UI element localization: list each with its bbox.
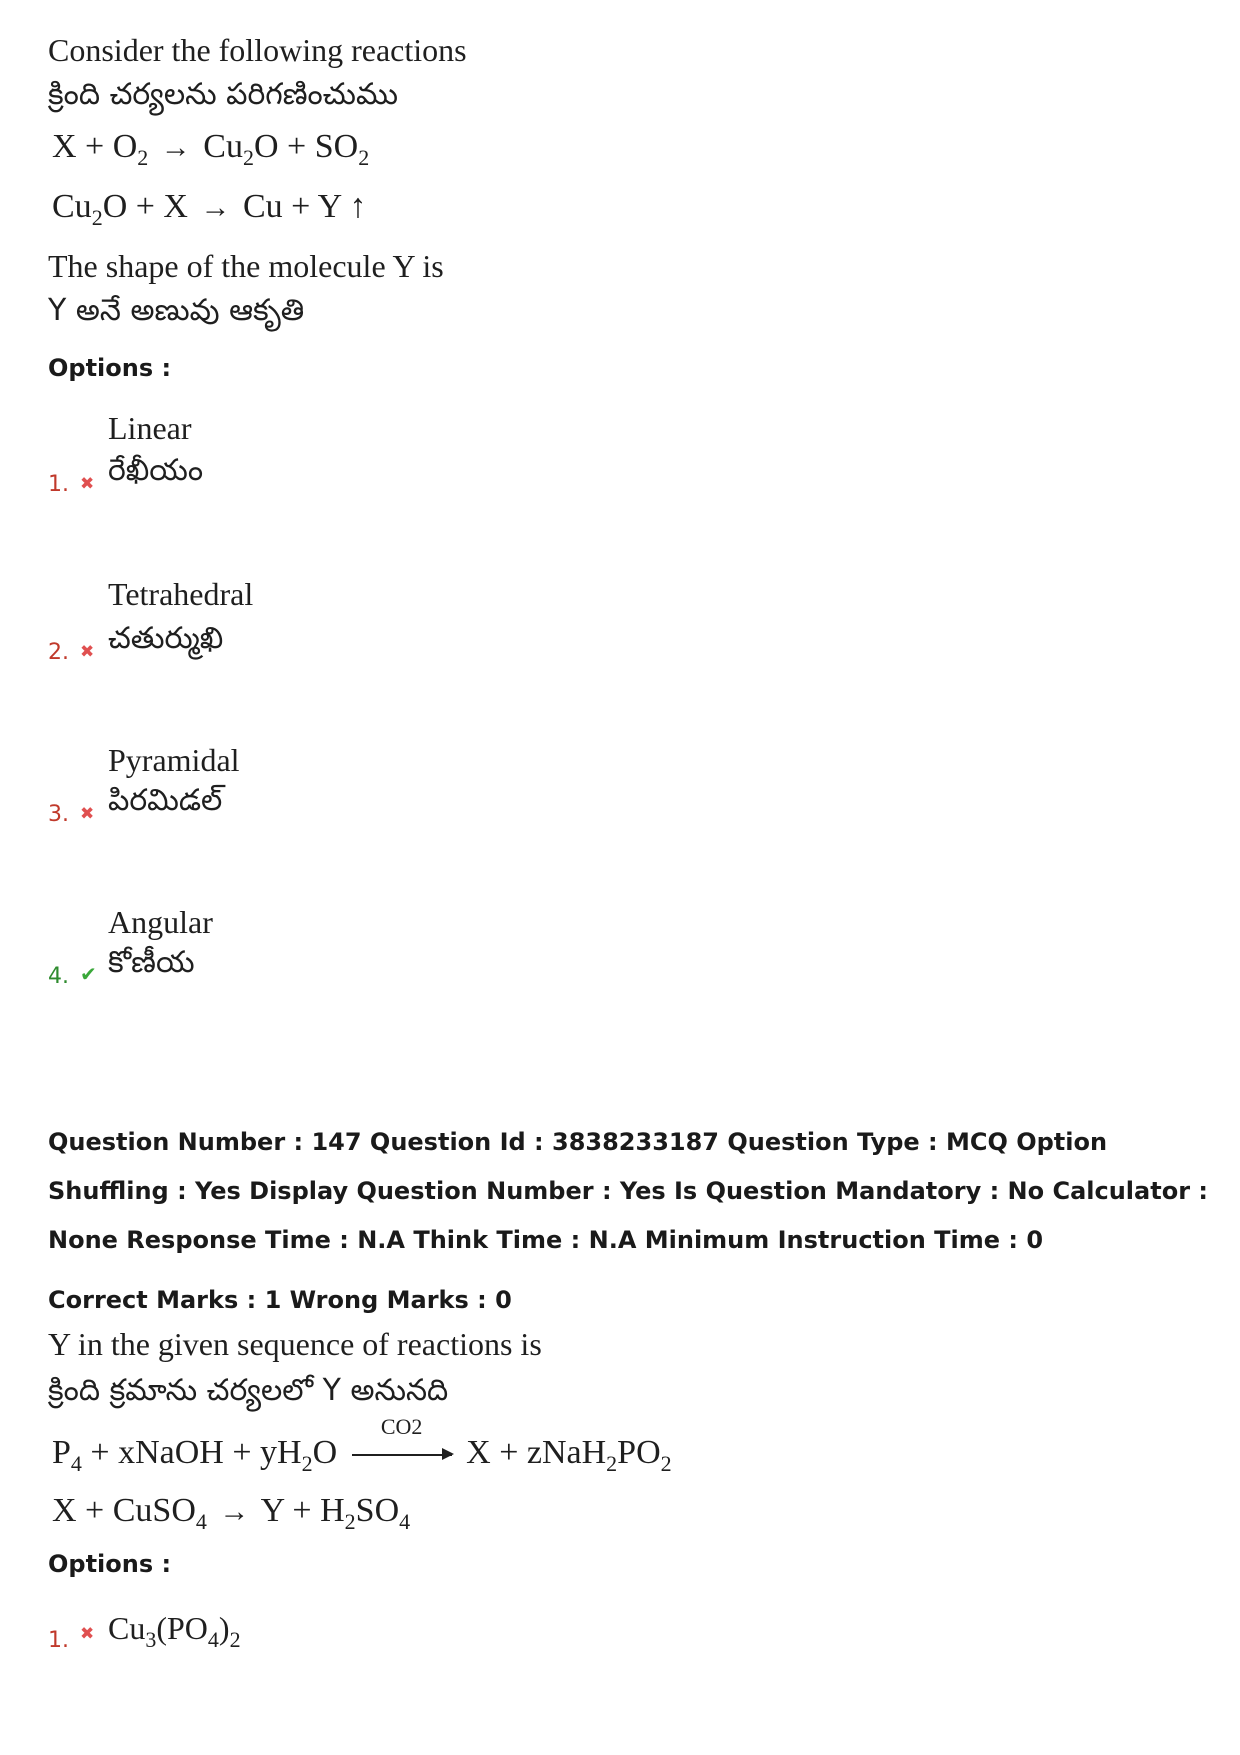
eq-subscript: 2 [358, 145, 370, 170]
q2-option-1-number: 1. [48, 1628, 69, 1653]
q2-option-1-formula [108, 1610, 241, 1652]
eq-term: O + SO [253, 128, 359, 165]
eq-term: Y + H [260, 1492, 345, 1529]
cross-mark-icon: ✖ [80, 804, 95, 824]
reaction-arrow: → [200, 191, 231, 224]
eq-term: O + X [102, 188, 188, 225]
reaction-arrow: → [160, 131, 191, 164]
q2-metadata: Question Number : 147 Question Id : 3838233187 Question Type : MCQ Option Shuffling : Yes Display Question Number : Yes Is Question Mandatory : No Calculator : None Response Time : N.A Think Time : N.A Minimum Instruction Time : 0 [48, 1128, 1208, 1254]
q2-question-en: Y in the given sequence of reactions is [48, 1326, 542, 1362]
reaction-arrow: → [219, 1495, 250, 1528]
reagent-label: CO2 [380, 1414, 423, 1439]
q1-option-2-te: చతుర్ముఖి [108, 621, 224, 656]
eq-term: + xNaOH + yH [81, 1434, 302, 1471]
check-mark-icon: ✔ [80, 962, 97, 986]
q1-intro-te: క్రింది చర్యలను పరిగణించుము [48, 77, 399, 112]
eq-subscript: 4 [399, 1509, 411, 1534]
q1-option-1-en: Linear [108, 410, 192, 446]
eq-term: ) [218, 1610, 230, 1646]
q1-option-4-en: Angular [108, 904, 213, 940]
eq-subscript: 2 [137, 145, 149, 170]
eq-subscript: 2 [91, 205, 103, 230]
eq-term: Cu + Y ↑ [242, 188, 367, 225]
eq-subscript: 2 [229, 1627, 241, 1652]
q2-question-te: క్రింది క్రమాను చర్యలలో Y అనునది [48, 1373, 449, 1408]
q1-option-2-number: 2. [48, 640, 69, 665]
q2-options-label: Options : [48, 1550, 172, 1578]
q1-option-2-en: Tetrahedral [108, 576, 254, 612]
eq-term: SO [355, 1492, 400, 1529]
eq-term: X + zNaH [466, 1434, 607, 1471]
eq-term: X + CuSO [52, 1492, 196, 1529]
eq-term: (PO [156, 1610, 208, 1646]
eq-subscript: 4 [70, 1451, 82, 1476]
q2-equation-1 [52, 1414, 672, 1476]
q1-option-1-number: 1. [48, 472, 69, 497]
cross-mark-icon: ✖ [80, 642, 95, 662]
q1-option-1-te: రేఖీయం [108, 453, 204, 488]
q1-option-3-en: Pyramidal [108, 742, 240, 778]
eq-subscript: 3 [145, 1627, 157, 1652]
q1-question-te: Y అనే అణువు ఆకృతి [48, 293, 305, 328]
cross-mark-icon: ✖ [80, 1624, 95, 1644]
q2-marks: Correct Marks : 1 Wrong Marks : 0 [48, 1286, 512, 1314]
eq-subscript: 2 [344, 1509, 356, 1534]
q1-option-3-number: 3. [48, 802, 69, 827]
q1-option-3-te: పిరమిడల్ [108, 783, 223, 818]
eq-term: P [52, 1434, 71, 1471]
eq-subscript: 2 [301, 1451, 313, 1476]
long-arrow-icon [352, 1454, 452, 1456]
q1-options-label: Options : [48, 354, 172, 382]
reaction-arrow-with-reagent [346, 1414, 458, 1470]
q1-equation-2 [52, 188, 367, 230]
q1-equation-1 [52, 128, 370, 170]
eq-term: PO [617, 1434, 661, 1471]
eq-subscript: 2 [242, 145, 254, 170]
eq-term: Cu [108, 1610, 146, 1646]
eq-subscript: 2 [606, 1451, 618, 1476]
q1-option-4-number: 4. [48, 964, 69, 989]
q1-intro-en: Consider the following reactions [48, 32, 467, 68]
q1-question-en: The shape of the molecule Y is [48, 248, 444, 284]
q1-option-4-te: కోణీయ [108, 945, 195, 980]
eq-subscript: 4 [207, 1627, 219, 1652]
cross-mark-icon: ✖ [80, 474, 95, 494]
eq-term: O [312, 1434, 338, 1471]
eq-term: Cu [52, 188, 92, 225]
eq-subscript: 2 [660, 1451, 672, 1476]
eq-subscript: 4 [195, 1509, 207, 1534]
eq-term: X + O [52, 128, 138, 165]
q2-equation-2 [52, 1492, 411, 1534]
eq-term: Cu [203, 128, 243, 165]
